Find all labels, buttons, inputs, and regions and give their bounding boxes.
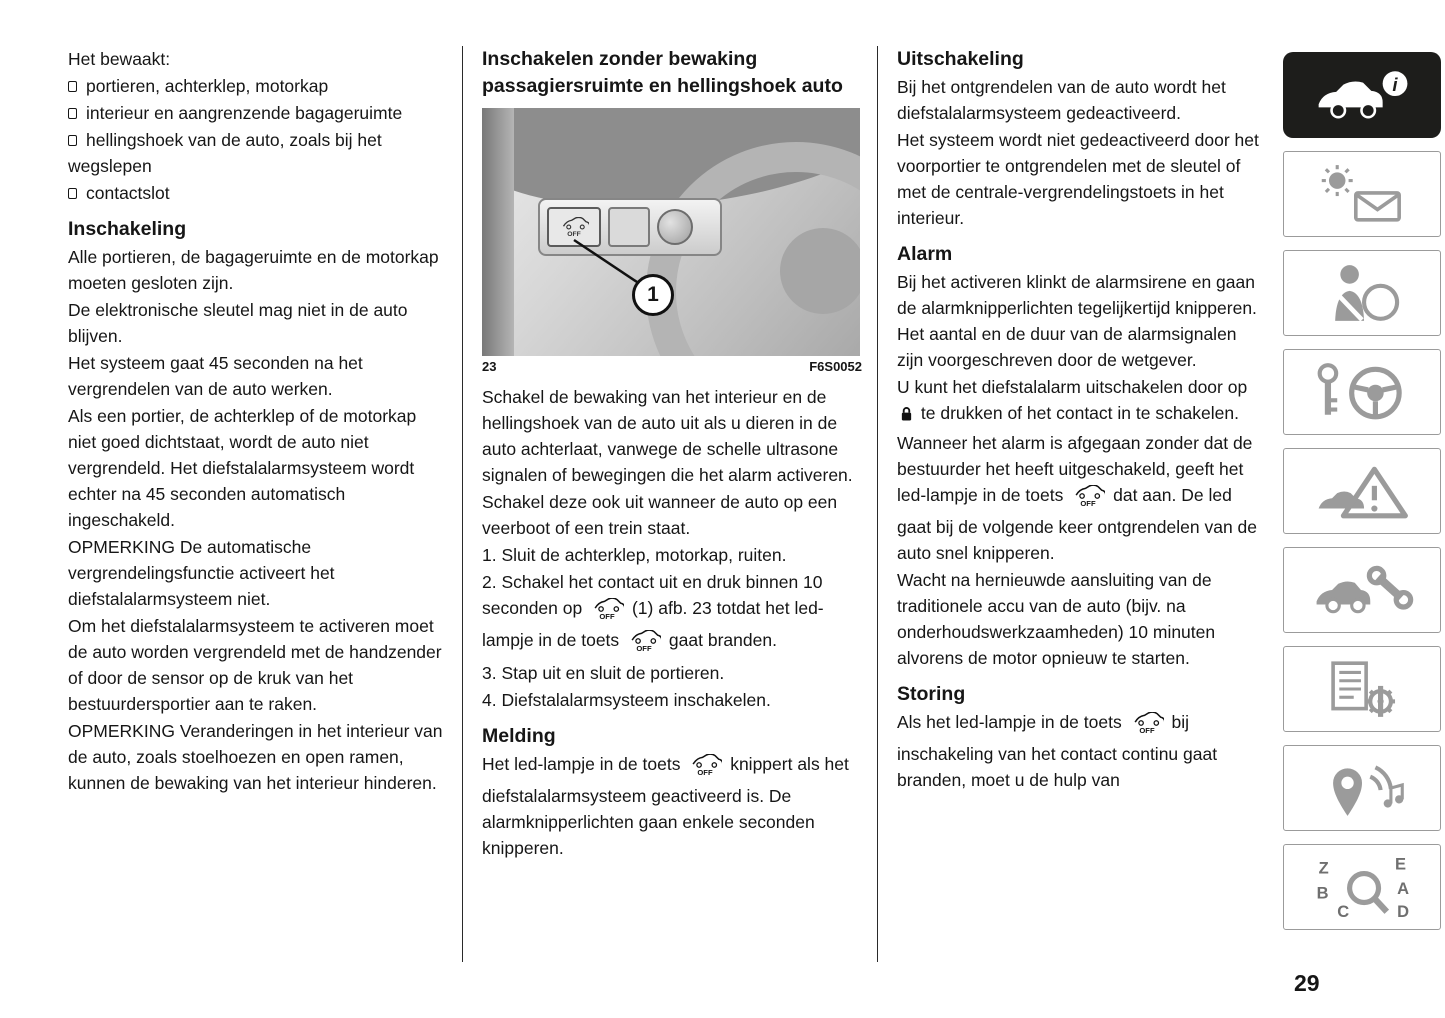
car-info-icon xyxy=(1310,63,1414,127)
figure-23-dashboard-photo xyxy=(482,108,860,356)
section-heading-uitschakeling: Uitschakeling xyxy=(897,48,1024,70)
lock-icon xyxy=(900,403,913,429)
svg-text:OFF: OFF xyxy=(636,644,652,652)
tab-safety[interactable] xyxy=(1283,250,1441,336)
bullet-item: contactslot xyxy=(68,180,446,206)
car-warning-triangle-icon xyxy=(1310,459,1414,523)
navigation-audio-icon xyxy=(1310,756,1414,820)
paragraph: Schakel de bewaking van het interieur en de hellingshoek van de auto uit als u dieren in de auto achterlaat, vanwege de schelle ultrasone signalen of bewegingen die het alarm activeren. xyxy=(482,387,853,485)
paragraph: Bij het ontgrendelen van de auto wordt het diefstalalarmsysteem gedeactiveerd. xyxy=(897,77,1226,123)
car-alarm-off-icon xyxy=(627,630,661,659)
column-divider xyxy=(877,46,878,962)
section-heading-melding: Melding xyxy=(482,725,556,747)
figure-number: 23 xyxy=(482,359,497,374)
monitors-intro: Het bewaakt: xyxy=(68,49,171,69)
light-message-icon xyxy=(1310,162,1414,226)
paragraph: U kunt het diefstalalarm uitschakelen door op te drukken of het contact in te schakelen. xyxy=(897,374,1265,429)
key-steering-wheel-icon xyxy=(1310,360,1414,424)
paragraph: Als het led-lampje in de toets OFF bij inschakeling van het contact continu gaat branden, moet u de hulp van xyxy=(897,712,1218,790)
callout-line xyxy=(482,108,860,356)
square-bullet-icon xyxy=(68,81,77,92)
square-bullet-icon xyxy=(68,135,77,146)
bullet-item: hellingshoek van de auto, zoals bij het wegslepen xyxy=(68,130,382,176)
svg-text:Z: Z xyxy=(1318,859,1329,878)
svg-text:OFF: OFF xyxy=(1138,726,1155,734)
middle-column xyxy=(482,46,862,862)
step-item: 3. Stap uit en sluit de portieren. xyxy=(482,663,725,683)
car-alarm-off-icon xyxy=(590,598,624,627)
svg-text:D: D xyxy=(1397,902,1410,919)
paragraph: Schakel deze ook uit wanneer de auto op een veerboot of een trein staat. xyxy=(482,492,838,538)
paragraph: OPMERKING Veranderingen in het interieur van de auto, zoals stoelhoezen en open ramen, kunnen de bewaking van het interieur hinderen. xyxy=(68,721,443,793)
car-alarm-off-icon xyxy=(688,754,722,783)
occupant-airbag-icon xyxy=(1310,261,1414,325)
tab-dashboard-controls[interactable] xyxy=(1283,151,1441,237)
paragraph: Het systeem gaat 45 seconden na het vergrendelen van de auto werken. xyxy=(68,353,363,399)
svg-text:E: E xyxy=(1395,855,1407,874)
callout-1-badge: 1 xyxy=(632,274,674,316)
step-item: 2. Schakel het contact uit en druk binnen 10 seconden op OFF (1) afb. 23 totdat het led-lampje in de toets OFF gaat branden. xyxy=(482,569,862,659)
car-wrench-icon xyxy=(1310,558,1414,622)
paragraph: Om het diefstalalarmsysteem te activeren moet de auto worden vergrendeld met de handzender of door de sensor op de kruk van het bestuurdersportier aan te raken. xyxy=(68,616,442,714)
document-gear-icon xyxy=(1310,657,1414,721)
paragraph: Het systeem wordt niet gedeactiveerd door het voorportier te ontgrendelen met de sleutel of met de centrale-vergrendelingstoets in het interieur. xyxy=(897,130,1259,228)
svg-text:OFF: OFF xyxy=(697,768,713,776)
tab-emergency[interactable] xyxy=(1283,448,1441,534)
tab-vehicle-intro[interactable] xyxy=(1283,52,1441,138)
paragraph: OPMERKING De automatische vergrendelingsfunctie activeert het diefstalalarmsysteem niet. xyxy=(68,537,335,609)
index-search-icon xyxy=(1310,855,1414,919)
section-heading-inschakelen-zonder: Inschakelen zonder bewaking passagiersruimte en hellingshoek auto xyxy=(482,48,843,97)
section-heading-alarm: Alarm xyxy=(897,243,953,265)
paragraph: Wacht na hernieuwde aansluiting van de traditionele accu van de auto (bijv. na onderhoudswerkzaamheden) 10 minuten alvorens de motor opnieuw te starten. xyxy=(897,570,1216,668)
section-heading-inschakeling: Inschakeling xyxy=(68,218,187,240)
paragraph: Het led-lampje in de toets OFF knippert als het diefstalalarmsysteem geactiveerd is. De alarmknipperlichten gaan enkele seconden knipperen. xyxy=(482,754,849,858)
car-alarm-off-icon xyxy=(1071,485,1105,514)
step-item: 4. Diefstalalarmsysteem inschakelen. xyxy=(482,690,771,710)
svg-text:OFF: OFF xyxy=(567,231,581,237)
svg-text:OFF: OFF xyxy=(599,612,615,620)
figure-caption xyxy=(482,359,862,374)
paragraph: Bij het activeren klinkt de alarmsirene en gaan de alarmknipperlichten tegelijkertijd knipperen. Het aantal en de duur van de alarmsignalen zijn voorgeschreven door de wetgever. xyxy=(897,272,1257,370)
car-alarm-off-icon xyxy=(1130,712,1164,741)
tab-alphabetical-index[interactable] xyxy=(1283,844,1441,930)
square-bullet-icon xyxy=(68,188,77,199)
tab-multimedia[interactable] xyxy=(1283,745,1441,831)
left-column xyxy=(68,46,446,797)
tab-starting-driving[interactable] xyxy=(1283,349,1441,435)
svg-text:A: A xyxy=(1397,880,1410,899)
paragraph: De elektronische sleutel mag niet in de auto blijven. xyxy=(68,300,408,346)
svg-text:C: C xyxy=(1337,902,1350,919)
step-item: 1. Sluit de achterklep, motorkap, ruiten. xyxy=(482,545,787,565)
svg-text:i: i xyxy=(1392,73,1398,95)
tab-technical-data[interactable] xyxy=(1283,646,1441,732)
svg-text:B: B xyxy=(1316,884,1329,903)
page-number: 29 xyxy=(1294,970,1320,996)
paragraph: Wanneer het alarm is afgegaan zonder dat de bestuurder het heeft uitgeschakeld, geeft het led-lampje in de toets OFF dat aan. De led gaat bij de volgende keer ontgrendelen van de auto snel knipperen. xyxy=(897,433,1257,563)
chapter-tab-sidebar xyxy=(1283,52,1441,943)
paragraph: Alle portieren, de bagageruimte en de motorkap moeten gesloten zijn. xyxy=(68,247,439,293)
bullet-item: portieren, achterklep, motorkap xyxy=(68,73,446,99)
column-divider xyxy=(462,46,463,962)
section-heading-storing: Storing xyxy=(897,683,966,705)
paragraph: Als een portier, de achterklep of de motorkap niet goed dichtstaat, wordt de auto niet vergrendeld. Het diefstalalarmsysteem wordt echter na 45 seconden automatisch ingeschakeld. xyxy=(68,406,417,530)
right-column xyxy=(897,46,1265,794)
figure-code: F6S0052 xyxy=(809,359,862,374)
square-bullet-icon xyxy=(68,108,77,119)
bullet-item: interieur en aangrenzende bagageruimte xyxy=(68,100,446,126)
svg-text:OFF: OFF xyxy=(1080,499,1096,507)
tab-maintenance[interactable] xyxy=(1283,547,1441,633)
